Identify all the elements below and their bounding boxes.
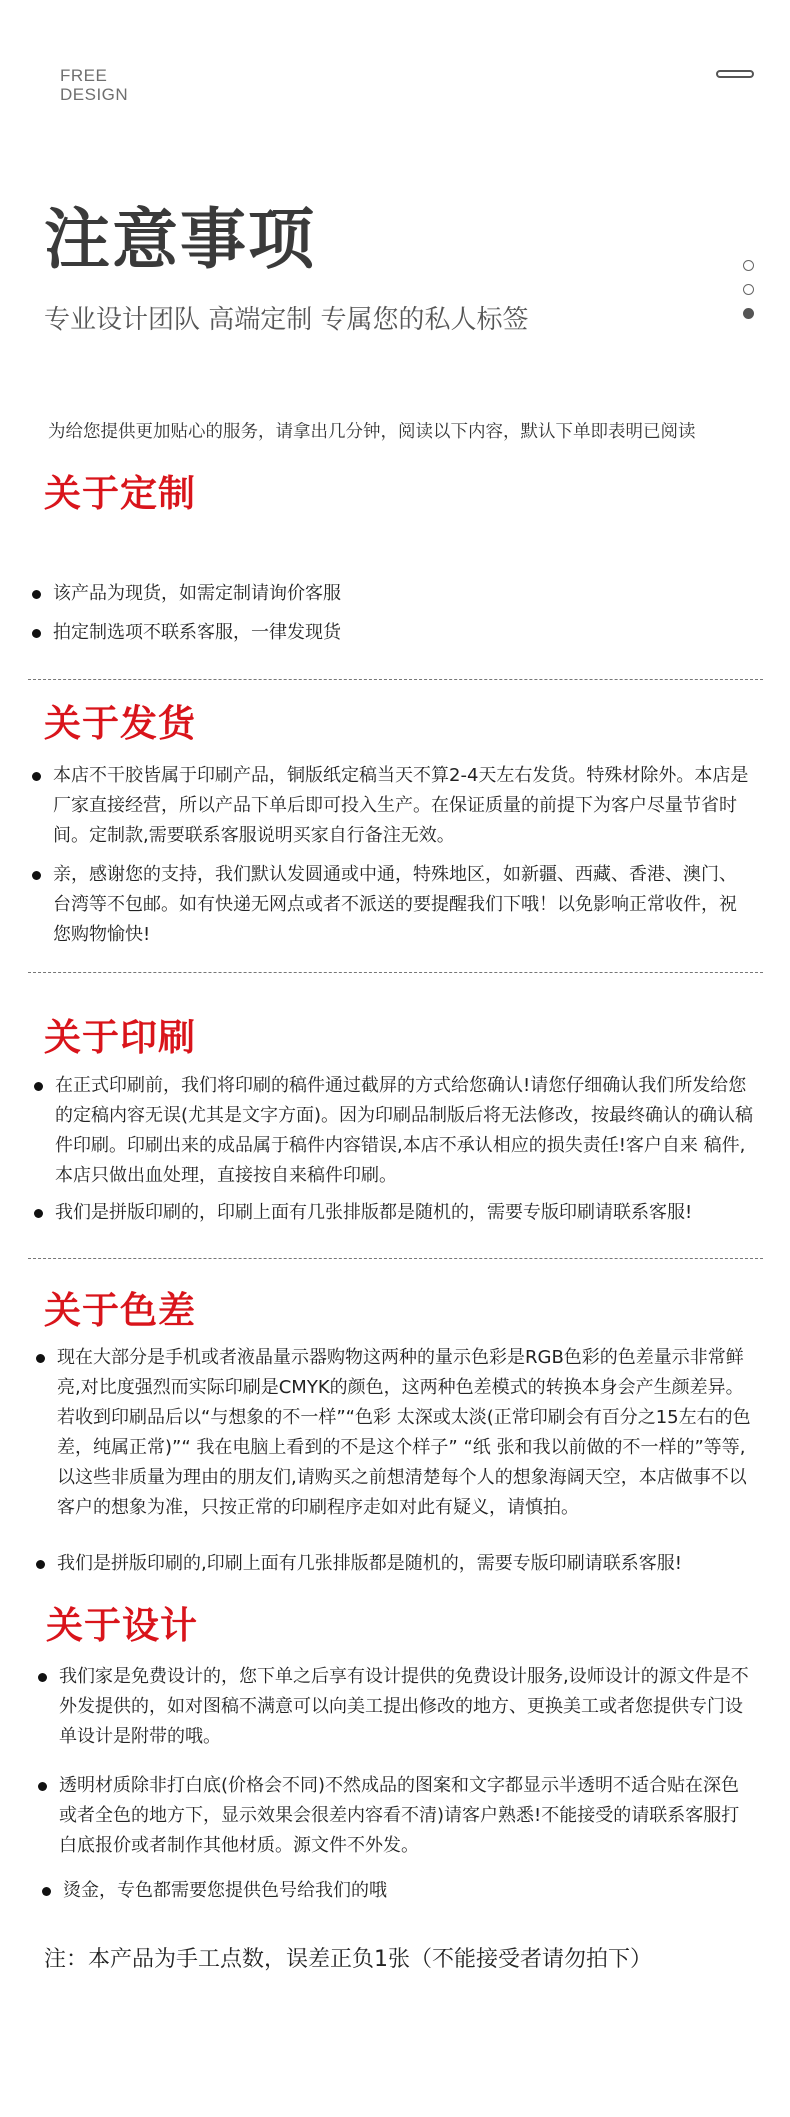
- list-item: [34, 1071, 758, 1191]
- page-dot-active-icon[interactable]: [743, 308, 754, 319]
- page-dot-icon[interactable]: [743, 260, 754, 271]
- list-item: [38, 1771, 756, 1861]
- page-subtitle: 专业设计团队 高端定制 专属您的私人标签: [44, 305, 529, 335]
- bullet-icon: [34, 1209, 43, 1218]
- list-item-text: 本店不干胶皆属于印刷产品，铜版纸定稿当天不算2-4天左右发货。特殊材除外。本店是厂家直接经营，所以产品下单后即可投入生产。在保证质量的前提下为客户尽量节省时间。定制款,需要联系客服说明买家自行备注无效。: [53, 765, 749, 846]
- brand-logo: [60, 66, 128, 104]
- section-title-customization: 关于定制: [44, 472, 196, 515]
- menu-pill-icon[interactable]: [716, 70, 754, 78]
- bullet-icon: [34, 1082, 43, 1091]
- section-title-shipping: 关于发货: [44, 702, 196, 745]
- list-item: [38, 1662, 756, 1752]
- footer-note: 注：本产品为手工点数，误差正负1张（不能接受者请勿拍下）: [44, 1947, 652, 1972]
- section-title-printing: 关于印刷: [44, 1016, 196, 1059]
- bullet-icon: [36, 1354, 45, 1363]
- bullet-icon: [36, 1560, 45, 1569]
- list-item-text: 我们是拼版印刷的，印刷上面有几张排版都是随机的，需要专版印刷请联系客服!: [55, 1202, 693, 1223]
- section-divider: [28, 1258, 763, 1259]
- list-item: [34, 1198, 758, 1228]
- bullet-icon: [42, 1887, 51, 1896]
- bullet-icon: [32, 590, 41, 599]
- list-item: [36, 1343, 756, 1523]
- section-divider: [28, 972, 763, 973]
- intro-text: 为给您提供更加贴心的服务，请拿出几分钟，阅读以下内容，默认下单即表明已阅读: [48, 422, 696, 442]
- list-item: [32, 761, 752, 851]
- bullet-icon: [38, 1673, 47, 1682]
- section-title-design: 关于设计: [46, 1604, 198, 1647]
- bullet-icon: [32, 772, 41, 781]
- list-item-text: 烫金，专色都需要您提供色号给我们的哦: [63, 1880, 387, 1901]
- list-item-text: 该产品为现货，如需定制请询价客服: [53, 583, 341, 604]
- list-item-text: 透明材质除非打白底(价格会不同)不然成品的图案和文字都显示半透明不适合贴在深色或者全色的地方下，显示效果会很差内容看不清)请客户熟悉!不能接受的请联系客服打白底报价或者制作其他材质。源文件不外发。: [59, 1775, 740, 1856]
- list-item-text: 在正式印刷前，我们将印刷的稿件通过截屏的方式给您确认!请您仔细确认我们所发给您的定稿内容无误(尤其是文字方面)。因为印刷品制版后将无法修改，按最终确认的确认稿件印刷。印刷出来的成品属于稿件内容错误,本店不承认相应的损失责任!客户自来 稿件,本店只做出血处理，直接按自来稿件印刷。: [55, 1075, 754, 1186]
- list-item: [36, 1549, 756, 1579]
- page-title: 注意事项: [44, 201, 316, 278]
- bullet-icon: [38, 1782, 47, 1791]
- list-item-text: 拍定制选项不联系客服，一律发现货: [53, 622, 341, 643]
- brand-line-1: FREE: [60, 66, 108, 85]
- page-dot-icon[interactable]: [743, 284, 754, 295]
- section-title-color-difference: 关于色差: [44, 1289, 196, 1332]
- list-item: [32, 860, 752, 950]
- list-item-text: 我们是拼版印刷的,印刷上面有几张排版都是随机的，需要专版印刷请联系客服!: [57, 1553, 682, 1574]
- bullet-icon: [32, 871, 41, 880]
- list-item: [42, 1876, 756, 1906]
- bullet-icon: [32, 629, 41, 638]
- page-indicator: [743, 260, 757, 332]
- list-item-text: 我们家是免费设计的，您下单之后享有设计提供的免费设计服务,设师设计的源文件是不外发提供的，如对图稿不满意可以向美工提出修改的地方、更换美工或者您提供专门设单设计是附带的哦。: [59, 1666, 749, 1747]
- section-divider: [28, 679, 763, 680]
- list-item-text: 现在大部分是手机或者液晶量示器购物这两种的量示色彩是RGB色彩的色差量示非常鲜亮,对比度强烈而实际印刷是CMYK的颜色，这两种色差模式的转换本身会产生颜差异。若收到印刷品后以“与想象的不一样”“色彩 太深或太淡(正常印刷会有百分之15左右的色差，纯属正常)”“ 我在电脑上看到的不是这个样子” “纸 张和我以前做的不一样的”等等,以这些非质量为理由的朋友们,请购买之前想清楚每个人的想象海阔天空，本店做事不以客户的想象为准，只按正常的印刷程序走如对此有疑义，请慎拍。: [57, 1347, 751, 1518]
- list-item: [32, 579, 752, 609]
- list-item-text: 亲，感谢您的支持，我们默认发圆通或中通，特殊地区，如新疆、西藏、香港、澳门、台湾等不包邮。如有快递无网点或者不派送的要提醒我们下哦！以免影响正常收件，祝您购物愉快!: [53, 864, 737, 945]
- brand-line-2: DESIGN: [60, 85, 129, 104]
- list-item: [32, 618, 752, 648]
